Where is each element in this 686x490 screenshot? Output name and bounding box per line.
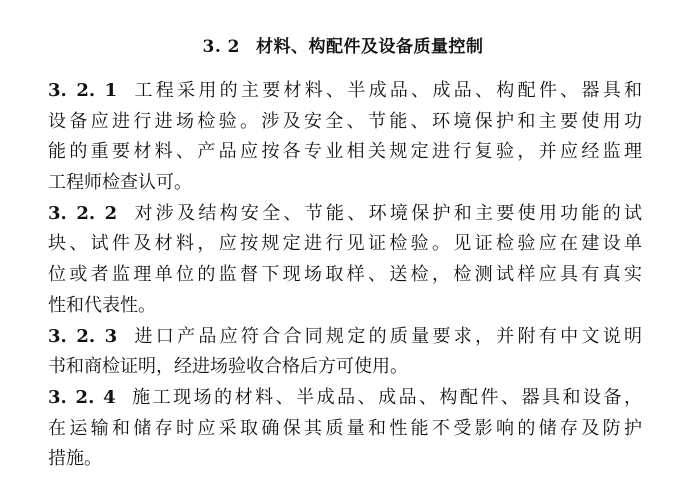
- clause-text: 进口产品应符合合同规定的质量要求，并附有中文说明: [131, 325, 642, 347]
- clause-line: [48, 199, 642, 230]
- clause-line: [48, 76, 642, 107]
- section-body: [48, 76, 642, 475]
- clause-line: 位或者监理单位的监督下现场取样、送检，检测试样应具有真实: [48, 264, 642, 286]
- clause-3-2-3: [48, 322, 642, 383]
- clause-line: 性和代表性。: [48, 294, 156, 316]
- section-number: 3. 2: [202, 37, 240, 57]
- clause-3-2-1: [48, 76, 642, 199]
- clause-number: 3. 2. 1: [48, 80, 118, 101]
- clause-3-2-4: [48, 383, 642, 475]
- clause-line: 书和商检证明，经进场验收合格后方可使用。: [48, 356, 408, 378]
- clause-text: 对涉及结构安全、节能、环境保护和主要使用功能的试: [131, 202, 642, 224]
- section-title: [0, 32, 686, 57]
- clause-line: 能的重要材料、产品应按各专业相关规定进行复验，并应经监理: [48, 141, 642, 163]
- clause-text: 工程采用的主要材料、半成品、成品、构配件、器具和: [131, 80, 642, 101]
- clause-number: 3. 2. 2: [48, 202, 118, 224]
- clause-line: 块、试件及材料，应按规定进行见证检验。见证检验应在建设单: [48, 233, 642, 255]
- clause-number: 3. 2. 3: [48, 325, 118, 347]
- clause-line: [48, 383, 642, 414]
- clause-line: 工程师检查认可。: [48, 172, 192, 194]
- clause-line: 设备应进行进场检验。涉及安全、节能、环境保护和主要使用功: [48, 110, 642, 132]
- section-title-text: 材料、构配件及设备质量控制: [256, 37, 484, 57]
- clause-line: [48, 322, 642, 353]
- clause-text: 施工现场的材料、半成品、成品、构配件、器具和设备，: [129, 386, 642, 408]
- clause-line: 措施。: [48, 448, 102, 470]
- clause-3-2-2: [48, 199, 642, 322]
- clause-number: 3. 2. 4: [48, 386, 116, 408]
- clause-line: 在运输和储存时应采取确保其质量和性能不受影响的储存及防护: [48, 417, 642, 439]
